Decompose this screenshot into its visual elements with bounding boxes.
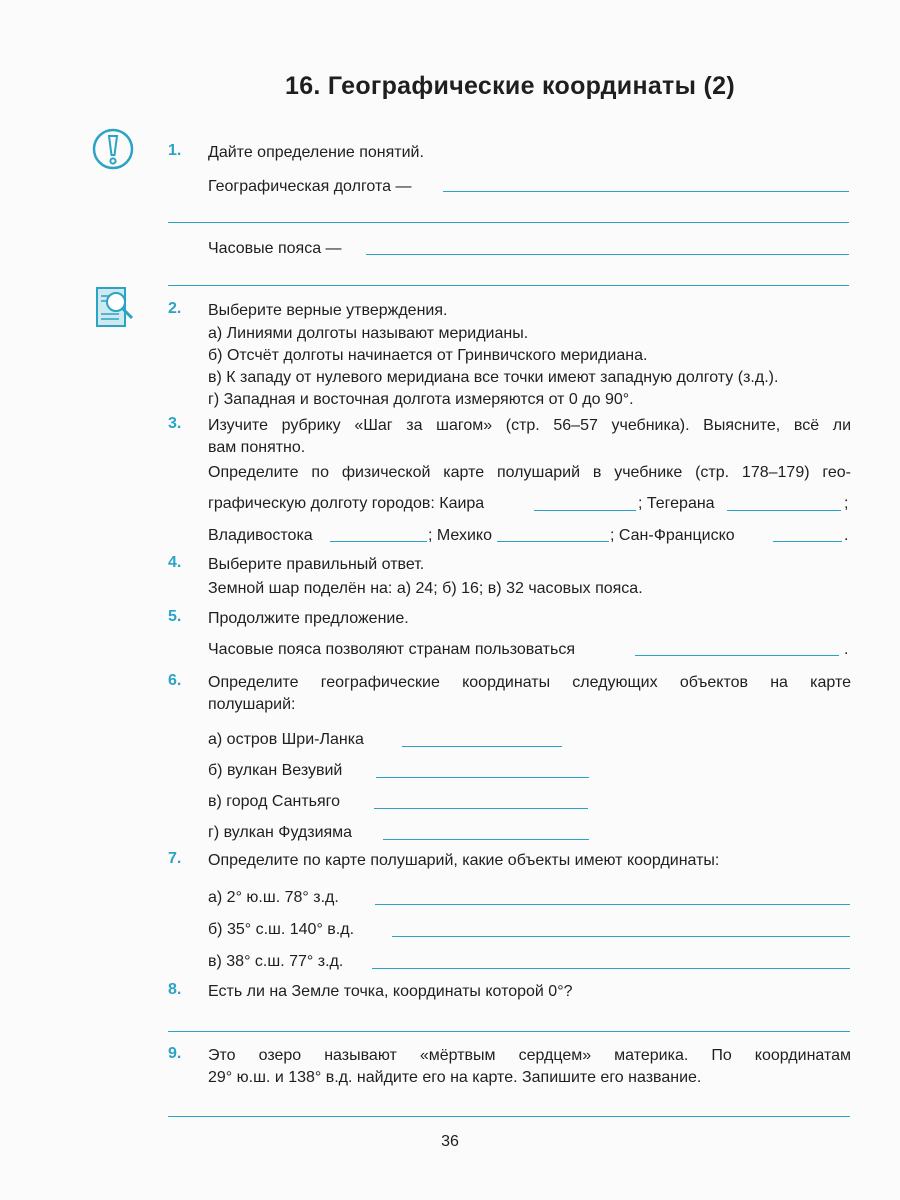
- q2-number: 2.: [168, 300, 182, 317]
- q7-item: а) 2° ю.ш. 78° з.д.: [208, 889, 339, 906]
- q5-answer-line[interactable]: [635, 655, 839, 656]
- q6-item: а) остров Шри-Ланка: [208, 731, 364, 748]
- q1-longitude-answer-line[interactable]: [443, 191, 849, 192]
- q6-item: б) вулкан Везувий: [208, 762, 343, 779]
- q3-text-line1: Изучите рубрику «Шаг за шагом» (стр. 56–57 учебника). Выясните, всё ли: [208, 417, 851, 434]
- q1-timezones-answer-line[interactable]: [366, 254, 849, 255]
- q3-cairo-answer-line[interactable]: [534, 510, 636, 511]
- q7-answer-line[interactable]: [392, 936, 850, 937]
- q5-sentence: Часовые пояса позволяют странам пользоваться: [208, 641, 575, 658]
- q6-answer-line[interactable]: [383, 839, 589, 840]
- q5-period: .: [844, 641, 849, 658]
- q3-tehran-label: ; Тегерана: [638, 495, 715, 512]
- page-number: 36: [441, 1133, 459, 1150]
- q3-period: .: [844, 527, 849, 544]
- q2-text: Выберите верные утверждения.: [208, 302, 448, 319]
- q3-text-line2: вам понятно.: [208, 439, 306, 456]
- q2-statement[interactable]: г) Западная и восточная долгота измеряются от 0 до 90°.: [208, 391, 634, 408]
- page-title: 16. Географические координаты (2): [285, 72, 735, 100]
- q3-semicolon: ;: [844, 495, 849, 512]
- q1-text: Дайте определение понятий.: [208, 144, 424, 161]
- q9-answer-line[interactable]: [168, 1116, 850, 1117]
- q3-tehran-answer-line[interactable]: [727, 510, 841, 511]
- q3-mexico-answer-line[interactable]: [497, 541, 609, 542]
- q1-timezones-label: Часовые пояса —: [208, 240, 342, 257]
- magnifier-document-icon: [95, 286, 135, 330]
- q7-number: 7.: [168, 850, 182, 867]
- q9-text-line1: Это озеро называют «мёртвым сердцем» материка. По координатам: [208, 1047, 851, 1064]
- q3-number: 3.: [168, 415, 182, 432]
- q6-number: 6.: [168, 672, 182, 689]
- q2-statement[interactable]: в) К западу от нулевого меридиана все точки имеют западную долготу (з.д.).: [208, 369, 779, 386]
- q1-longitude-answer-line-2[interactable]: [168, 222, 849, 223]
- q6-item: в) город Сантьяго: [208, 793, 341, 810]
- q8-answer-line[interactable]: [168, 1031, 850, 1032]
- q4-text: Выберите правильный ответ.: [208, 556, 425, 573]
- q3-mexico-label: ; Мехико: [428, 527, 492, 544]
- q3-sf-label: ; Сан-Франциско: [610, 527, 735, 544]
- q5-text: Продолжите предложение.: [208, 610, 409, 627]
- q4-number: 4.: [168, 554, 182, 571]
- q6-item: г) вулкан Фудзияма: [208, 824, 353, 841]
- q7-item: в) 38° с.ш. 77° з.д.: [208, 953, 344, 970]
- q3-sf-answer-line[interactable]: [773, 541, 842, 542]
- q1-longitude-label: Географическая долгота —: [208, 178, 412, 195]
- q1-timezones-answer-line-2[interactable]: [168, 285, 849, 286]
- q3-text-line3: Определите по физической карте полушарий в учебнике (стр. 178–179) гео-: [208, 464, 851, 481]
- q7-text: Определите по карте полушарий, какие объекты имеют координаты:: [208, 852, 720, 869]
- q3-text-line4: графическую долготу городов: Каира: [208, 495, 485, 512]
- q1-number: 1.: [168, 142, 182, 159]
- q8-number: 8.: [168, 981, 182, 998]
- q9-number: 9.: [168, 1045, 182, 1062]
- q5-number: 5.: [168, 608, 182, 625]
- q3-vladivostok-label: Владивостока: [208, 527, 313, 544]
- q9-text-line2: 29° ю.ш. и 138° в.д. найдите его на карте. Запишите его название.: [208, 1069, 702, 1086]
- q7-item: б) 35° с.ш. 140° в.д.: [208, 921, 355, 938]
- q4-options[interactable]: Земной шар поделён на: а) 24; б) 16; в) 32 часовых пояса.: [208, 580, 643, 597]
- q6-answer-line[interactable]: [402, 746, 562, 747]
- q6-text-line1: Определите географические координаты следующих объектов на карте: [208, 674, 851, 691]
- q6-answer-line[interactable]: [376, 777, 589, 778]
- q2-statement[interactable]: а) Линиями долготы называют меридианы.: [208, 325, 529, 342]
- q7-answer-line[interactable]: [372, 968, 850, 969]
- q8-text: Есть ли на Земле точка, координаты которой 0°?: [208, 983, 573, 1000]
- q2-statement[interactable]: б) Отсчёт долготы начинается от Гринвичского меридиана.: [208, 347, 648, 364]
- q3-vladivostok-answer-line[interactable]: [330, 541, 427, 542]
- q7-answer-line[interactable]: [375, 904, 850, 905]
- q6-answer-line[interactable]: [374, 808, 588, 809]
- q6-text-line2: полушарий:: [208, 696, 296, 713]
- exclamation-icon: [92, 128, 134, 170]
